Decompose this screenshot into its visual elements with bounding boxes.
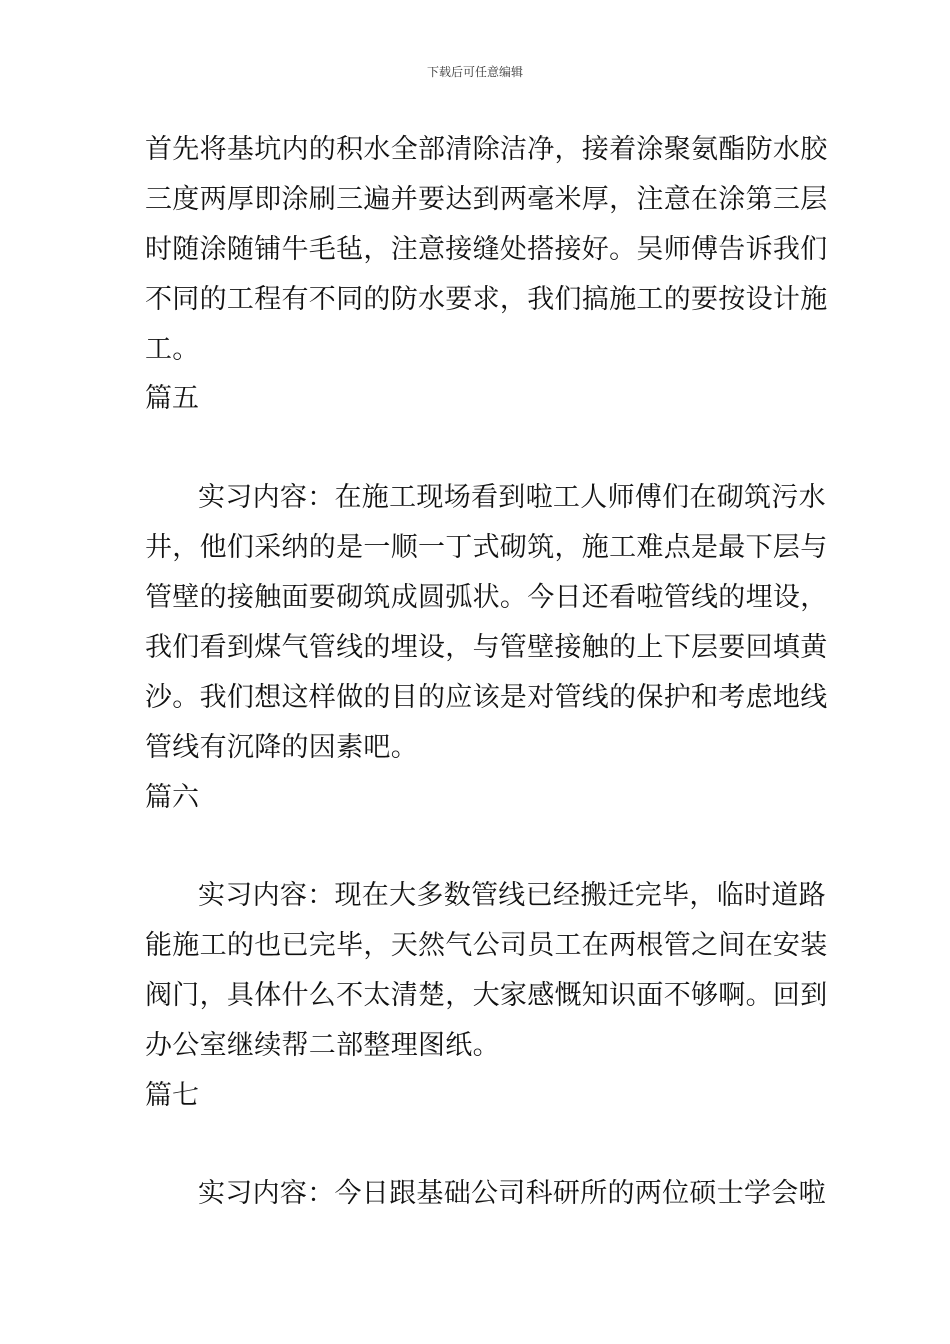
paragraph-line: 办公室继续帮二部整理图纸。 <box>145 1030 500 1061</box>
paragraph-line: 三度两厚即涂刷三遍并要达到两毫米厚，注意在涂第三层 <box>145 184 828 215</box>
paragraph-line: 阀门，具体什么不太清楚，大家感慨知识面不够啊。回到 <box>145 980 828 1011</box>
section-heading: 篇七 <box>145 1080 199 1111</box>
paragraph-line: 首先将基坑内的积水全部清除洁净，接着涂聚氨酯防水胶 <box>145 134 828 165</box>
paragraph-line: 沙。我们想这样做的目的应该是对管线的保护和考虑地线 <box>145 682 828 713</box>
paragraph-line: 实习内容：现在大多数管线已经搬迁完毕，临时道路 <box>198 880 826 911</box>
paragraph-line: 工。 <box>145 334 200 365</box>
paragraph-line: 井，他们采纳的是一顺一丁式砌筑，施工难点是最下层与 <box>145 532 828 563</box>
paragraph-line: 我们看到煤气管线的埋设，与管壁接触的上下层要回填黄 <box>145 632 828 663</box>
paragraph-line: 实习内容：今日跟基础公司科研所的两位硕士学会啦 <box>198 1178 826 1209</box>
paragraph-line: 能施工的也已完毕，天然气公司员工在两根管之间在安装 <box>145 930 828 961</box>
paragraph-line: 实习内容：在施工现场看到啦工人师傅们在砌筑污水 <box>198 482 826 513</box>
paragraph-line: 管壁的接触面要砌筑成圆弧状。今日还看啦管线的埋设， <box>145 582 828 613</box>
paragraph-line: 管线有沉降的因素吧。 <box>145 732 418 763</box>
section-heading: 篇五 <box>145 383 199 414</box>
paragraph-line: 时随涂随铺牛毛毡，注意接缝处搭接好。吴师傅告诉我们 <box>145 234 828 265</box>
section-heading: 篇六 <box>145 782 199 813</box>
paragraph-line: 不同的工程有不同的防水要求，我们搞施工的要按设计施 <box>145 284 828 315</box>
page-header: 下载后可任意编辑 <box>426 65 523 79</box>
